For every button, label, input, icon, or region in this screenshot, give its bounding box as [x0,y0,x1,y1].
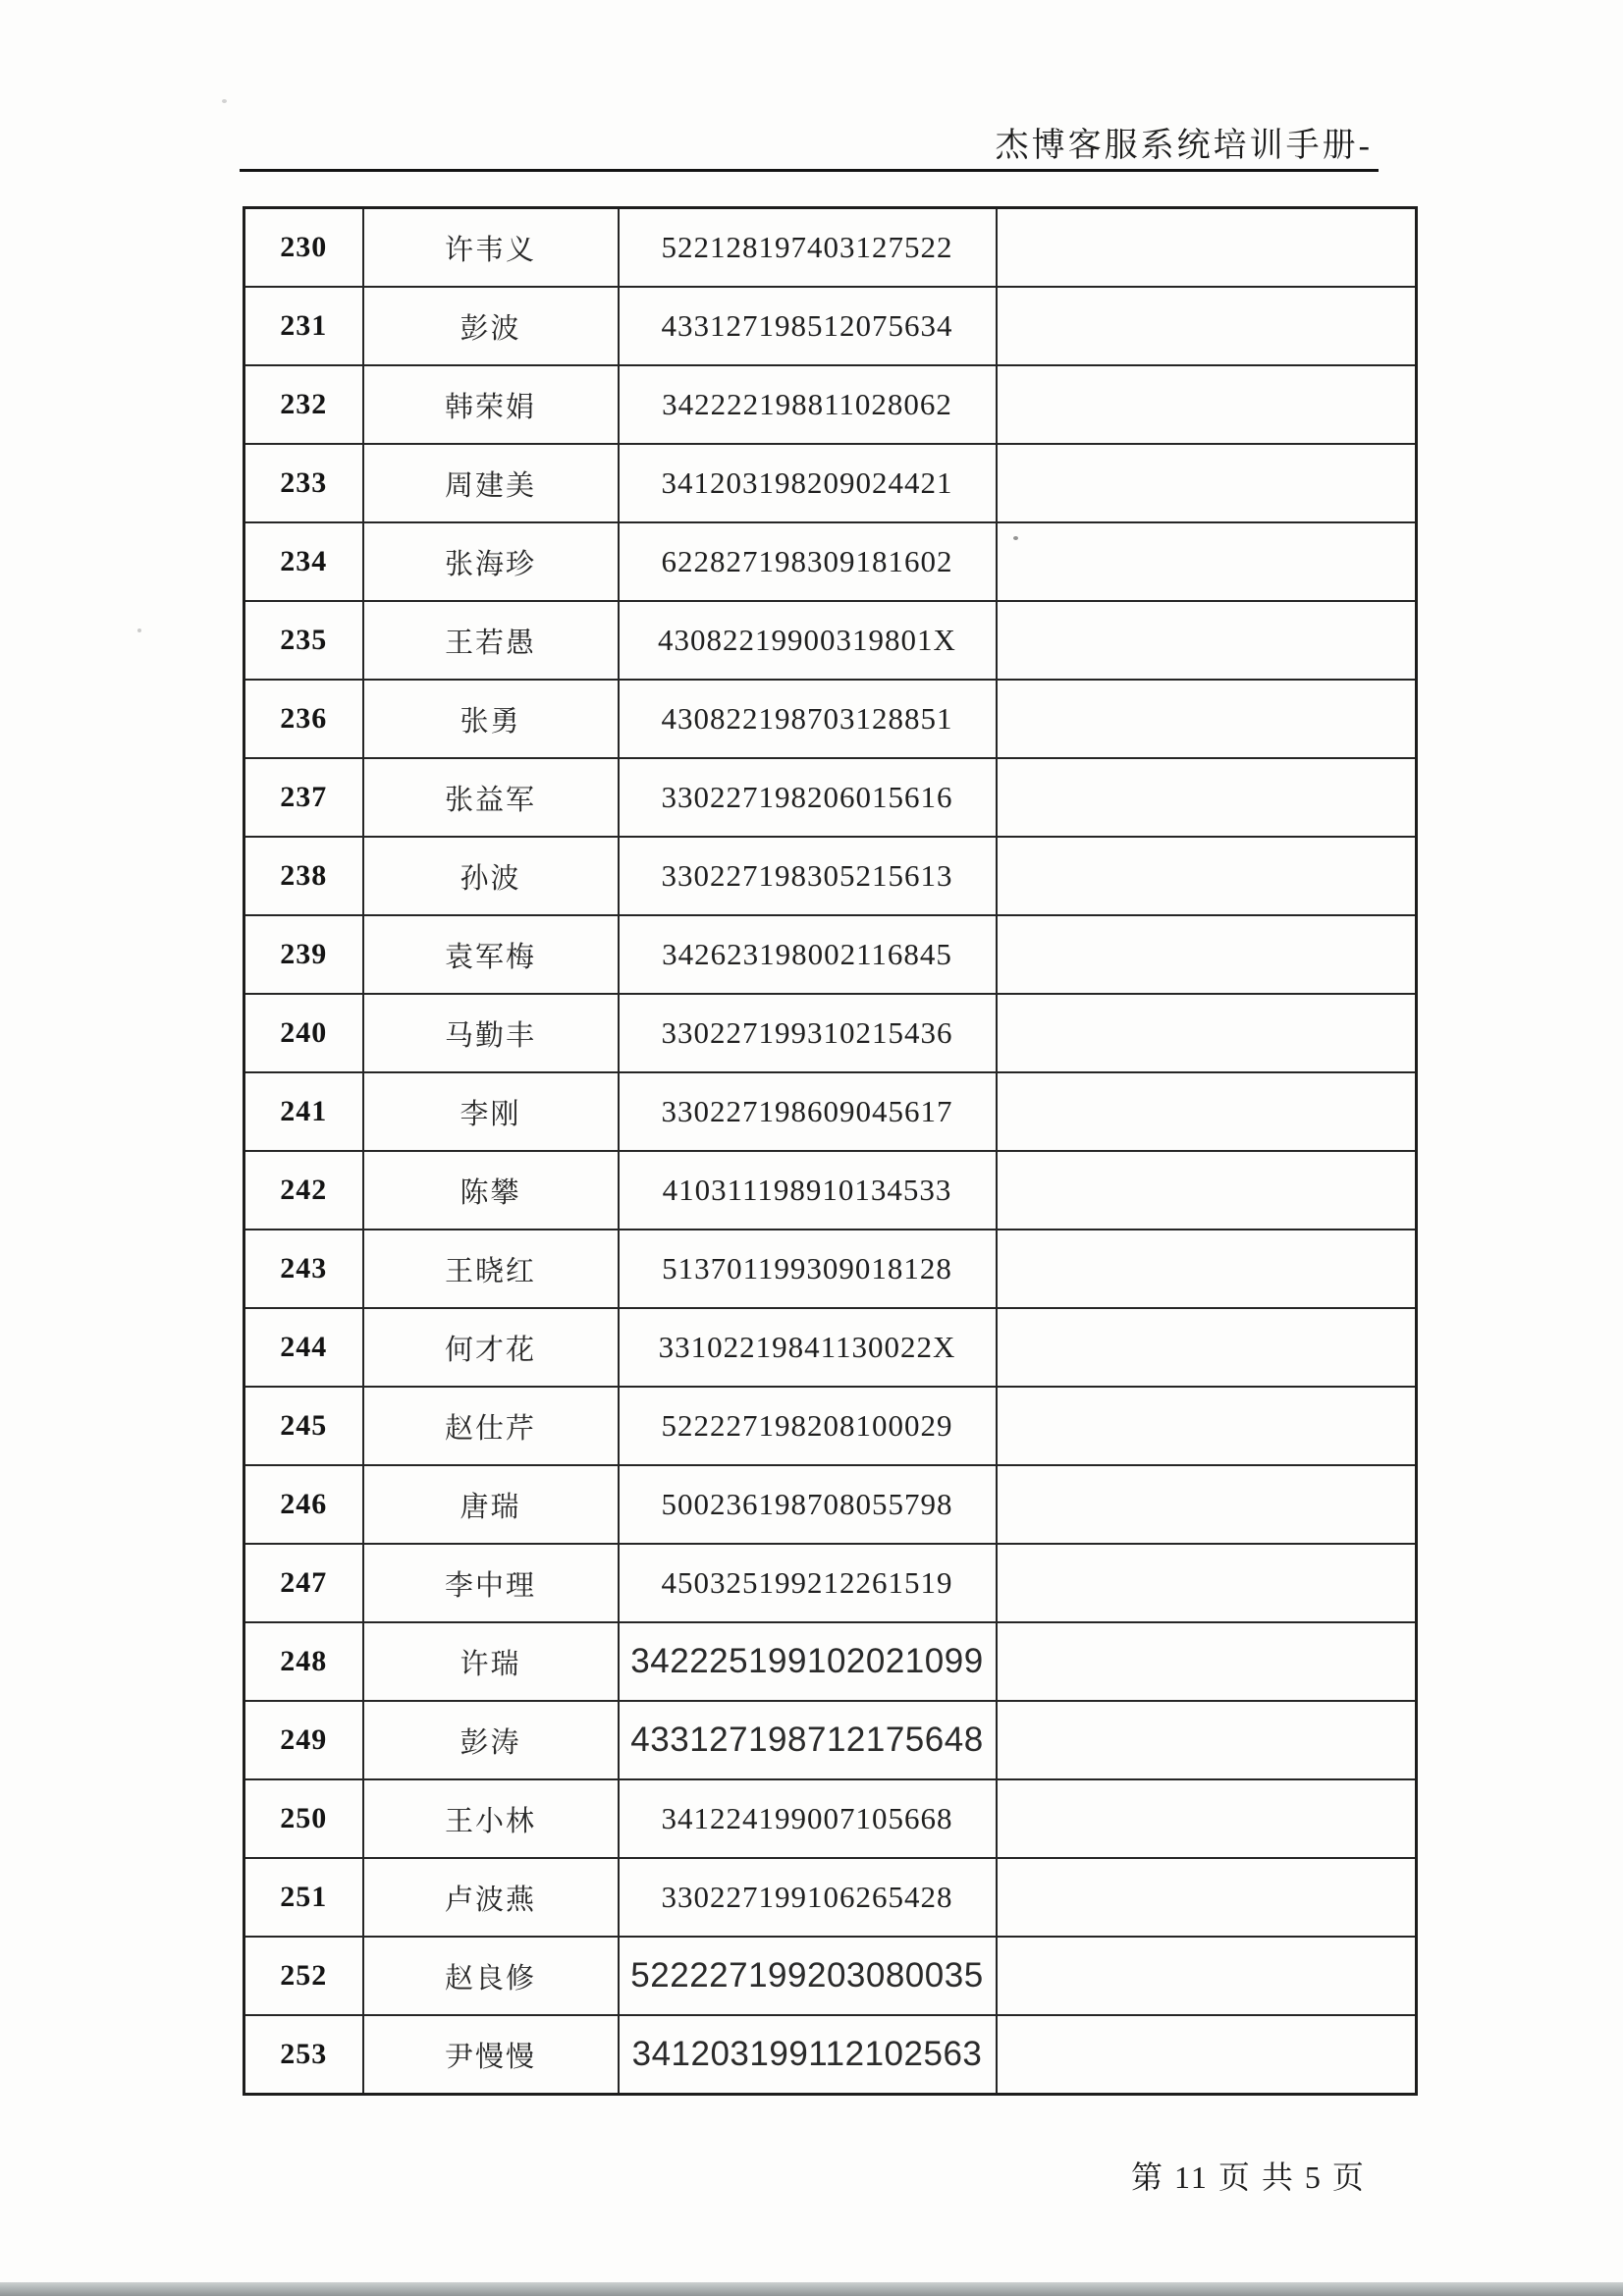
cell-id: 330227199106265428 [619,1858,997,1937]
cell-index: 242 [244,1151,363,1230]
cell-name: 张益军 [363,758,619,837]
cell-name: 彭涛 [363,1701,619,1779]
cell-id: 330227199310215436 [619,994,997,1072]
cell-name: 彭波 [363,287,619,365]
cell-blank [997,1072,1417,1151]
cell-id: 430822198703128851 [619,680,997,758]
table-row [244,1701,1417,1779]
cell-index: 240 [244,994,363,1072]
cell-index: 246 [244,1465,363,1544]
cell-blank [997,758,1417,837]
cell-blank [997,915,1417,994]
table-row [244,758,1417,837]
table-row [244,1387,1417,1465]
cell-name: 唐瑞 [363,1465,619,1544]
cell-index: 252 [244,1937,363,2015]
cell-index: 244 [244,1308,363,1387]
table-row [244,208,1417,288]
cell-blank [997,522,1417,601]
cell-blank [997,1465,1417,1544]
cell-index: 234 [244,522,363,601]
table-row [244,522,1417,601]
cell-blank [997,1544,1417,1622]
table-row [244,1937,1417,2015]
cell-id: 43082219900319801X [619,601,997,680]
cell-blank [997,1701,1417,1779]
cell-blank [997,1151,1417,1230]
cell-id: 341203199112102563 [619,2015,997,2095]
cell-blank [997,994,1417,1072]
cell-name: 张海珍 [363,522,619,601]
cell-id: 342623198002116845 [619,915,997,994]
cell-blank [997,287,1417,365]
cell-id: 450325199212261519 [619,1544,997,1622]
cell-name: 王小林 [363,1779,619,1858]
cell-id: 513701199309018128 [619,1230,997,1308]
cell-name: 袁军梅 [363,915,619,994]
scan-speck [1013,536,1018,540]
page-header-title: 杰博客服系统培训手册- [995,128,1373,164]
cell-name: 周建美 [363,444,619,522]
cell-id: 433127198712175648 [619,1701,997,1779]
table-row [244,444,1417,522]
cell-index: 238 [244,837,363,915]
cell-index: 230 [244,208,363,288]
scan-bottom-edge [0,2282,1623,2296]
cell-blank [997,837,1417,915]
cell-id: 433127198512075634 [619,287,997,365]
cell-id: 622827198309181602 [619,522,997,601]
cell-blank [997,1308,1417,1387]
cell-index: 231 [244,287,363,365]
cell-id: 341224199007105668 [619,1779,997,1858]
scan-speck [137,629,141,632]
table-row [244,1230,1417,1308]
cell-name: 尹慢慢 [363,2015,619,2095]
cell-index: 253 [244,2015,363,2095]
cell-index: 236 [244,680,363,758]
cell-name: 赵良修 [363,1937,619,2015]
cell-name: 许瑞 [363,1622,619,1701]
cell-name: 许韦义 [363,208,619,288]
cell-index: 232 [244,365,363,444]
table-row [244,680,1417,758]
cell-name: 卢波燕 [363,1858,619,1937]
table-row [244,1308,1417,1387]
cell-blank [997,1622,1417,1701]
cell-name: 孙波 [363,837,619,915]
cell-blank [997,680,1417,758]
table-row [244,365,1417,444]
table-row [244,1779,1417,1858]
cell-id: 330227198305215613 [619,837,997,915]
table-row [244,287,1417,365]
cell-index: 249 [244,1701,363,1779]
cell-id: 522128197403127522 [619,208,997,288]
cell-index: 251 [244,1858,363,1937]
header-rule [240,169,1379,172]
cell-index: 247 [244,1544,363,1622]
cell-name: 何才花 [363,1308,619,1387]
cell-name: 张勇 [363,680,619,758]
cell-blank [997,444,1417,522]
table-row [244,601,1417,680]
cell-id: 33102219841130022X [619,1308,997,1387]
table-row [244,1858,1417,1937]
cell-id: 330227198206015616 [619,758,997,837]
cell-name: 王若愚 [363,601,619,680]
cell-blank [997,1387,1417,1465]
cell-id: 522227198208100029 [619,1387,997,1465]
cell-blank [997,2015,1417,2095]
page-footer: 第 11 页 共 5 页 [1131,2159,1366,2195]
cell-index: 241 [244,1072,363,1151]
table-row [244,1151,1417,1230]
cell-name: 李刚 [363,1072,619,1151]
cell-index: 235 [244,601,363,680]
cell-name: 马勤丰 [363,994,619,1072]
cell-id: 342225199102021099 [619,1622,997,1701]
cell-index: 250 [244,1779,363,1858]
cell-id: 500236198708055798 [619,1465,997,1544]
cell-blank [997,365,1417,444]
cell-name: 赵仕芹 [363,1387,619,1465]
cell-blank [997,601,1417,680]
table-row [244,837,1417,915]
table-row [244,1544,1417,1622]
cell-blank [997,1937,1417,2015]
cell-name: 李中理 [363,1544,619,1622]
table-row [244,915,1417,994]
cell-id: 342222198811028062 [619,365,997,444]
cell-name: 韩荣娟 [363,365,619,444]
table-row [244,1622,1417,1701]
cell-blank [997,1779,1417,1858]
roster-table [243,206,1418,2096]
cell-blank [997,1230,1417,1308]
cell-id: 522227199203080035 [619,1937,997,2015]
cell-id: 341203198209024421 [619,444,997,522]
cell-index: 239 [244,915,363,994]
cell-index: 233 [244,444,363,522]
cell-id: 410311198910134533 [619,1151,997,1230]
table-row [244,1072,1417,1151]
cell-index: 237 [244,758,363,837]
cell-blank [997,208,1417,288]
cell-id: 330227198609045617 [619,1072,997,1151]
cell-name: 王晓红 [363,1230,619,1308]
table-row [244,2015,1417,2095]
table-row [244,994,1417,1072]
cell-name: 陈攀 [363,1151,619,1230]
cell-blank [997,1858,1417,1937]
table-row [244,1465,1417,1544]
cell-index: 243 [244,1230,363,1308]
roster-table-body [244,208,1417,2095]
cell-index: 245 [244,1387,363,1465]
cell-index: 248 [244,1622,363,1701]
scan-speck [222,99,227,103]
